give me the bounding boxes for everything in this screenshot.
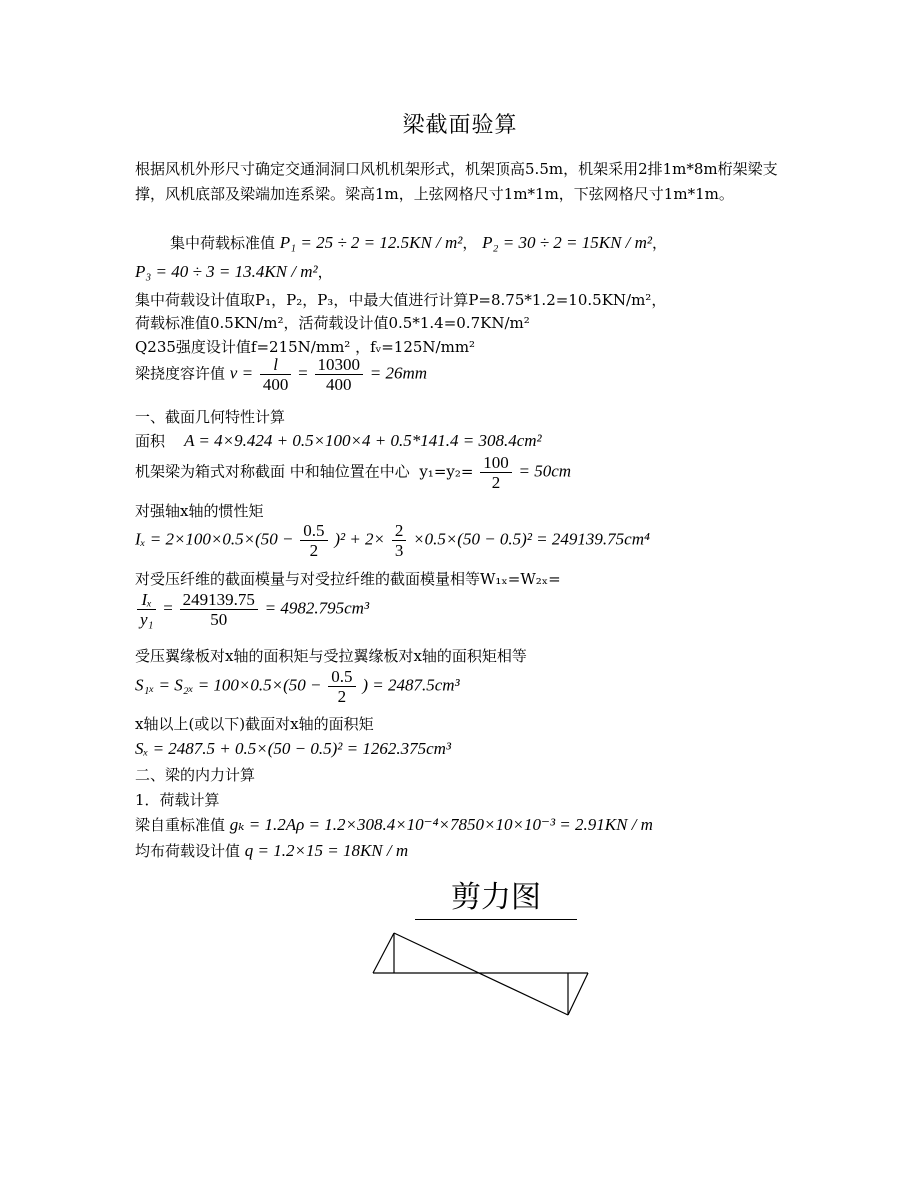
flange-fraction: $\frac{0.5}{2}$: [328, 667, 355, 706]
inertia-line: [135, 521, 650, 560]
section1-heading: 一、截面几何特性计算: [135, 408, 286, 426]
neutral-axis-text: 机架梁为箱式对称截面 中和轴位置在中心: [135, 462, 410, 481]
deflection-fraction-2: $\frac{10300}{400}$: [315, 355, 364, 394]
flange-part-a: S₁ₓ = S₂ₓ = 100×0.5×(50 −: [135, 675, 322, 695]
shear-force-diagram: [360, 925, 600, 1025]
distributed-load-expression: q = 1.2×15 = 18KN / m: [244, 841, 409, 860]
area-label: 面积: [135, 432, 166, 450]
p3-expression: P₃ = 40 ÷ 3 = 13.4KN / m²: [135, 262, 318, 281]
flange-line: [135, 667, 460, 706]
deflection-lhs: v =: [229, 363, 254, 383]
p1-expression: P₁ = 25 ÷ 2 = 12.5KN / m²: [279, 233, 463, 252]
modulus-label: 对受压纤维的截面模量与对受拉纤维的截面模量相等W₁ₓ=W₂ₓ=: [135, 570, 561, 588]
load-standard-line: 集中荷载标准值 P₁ = 25 ÷ 2 = 12.5KN / m²， P₂ = 30 ÷ 2 = 15KN / m²，: [170, 233, 668, 252]
inertia-fraction-2: $\frac{2}{3}$: [392, 521, 407, 560]
flange-part-b: ) = 2487.5cm³: [362, 675, 460, 695]
inertia-part-a: Iₓ = 2×100×0.5×(50 −: [135, 529, 294, 549]
neutral-axis-fraction: $\frac{100}{2}$: [480, 453, 512, 492]
deflection-rhs: = 26mm: [369, 363, 428, 383]
flange-label: 受压翼缘板对x轴的面积矩与受拉翼缘板对x轴的面积矩相等: [135, 647, 527, 665]
area-line: [135, 430, 542, 452]
design-load-line: 集中荷载设计值取P₁，P₂，P₃，中最大值进行计算P=8.75*1.2=10.5KN/m²，: [135, 291, 667, 309]
shear-diagram-title: 剪力图: [451, 880, 541, 915]
diagram-left-slope: [373, 933, 394, 973]
modulus-line: $\frac{\text{Iₓ}}{\text{y₁}}$ = $\frac{249139.75}{50}$ = 4982.795cm³: [135, 590, 369, 629]
self-weight-expression: gₖ = 1.2Aρ = 1.2×308.4×10⁻⁴×7850×10×10⁻³ = 2.91KN / m: [229, 815, 653, 834]
area-expression: A = 4×9.424 + 0.5×100×4 + 0.5*141.4 = 308.4cm²: [184, 431, 542, 450]
steel-strength-line: Q235强度设计值f=215N/mm² ，fᵥ=125N/mm²: [135, 338, 476, 356]
distributed-load-label: 均布荷载设计值: [135, 842, 241, 860]
page-title: 梁截面验算: [402, 113, 518, 138]
load-calc-subheading: 1．荷载计算: [135, 791, 220, 809]
load-standard-label: 集中荷载标准值: [170, 234, 276, 252]
shear-diagram-title-underline: [415, 919, 577, 920]
inertia-fraction-1: $\frac{0.5}{2}$: [300, 521, 327, 560]
deflection-fraction-1: $\frac{l}{400}$: [260, 355, 292, 394]
diagram-shear-line: [394, 933, 568, 1015]
sx-expression: Sₓ = 2487.5 + 0.5×(50 − 0.5)² = 1262.375cm³: [135, 739, 452, 758]
p2-expression: P₂ = 30 ÷ 2 = 15KN / m²: [482, 233, 653, 252]
modulus-fraction-2: $\frac{249139.75}{50}$: [180, 590, 258, 629]
live-load-line: 荷载标准值0.5KN/m²，活荷载设计值0.5*1.4=0.7KN/m²: [135, 314, 530, 332]
neutral-axis-y: y₁=y₂=: [419, 462, 474, 481]
diagram-right-slope: [568, 973, 588, 1015]
neutral-axis-line: [135, 453, 571, 492]
self-weight-line: [135, 814, 653, 836]
self-weight-label: 梁自重标准值: [135, 816, 226, 834]
inertia-label: 对强轴x轴的惯性矩: [135, 502, 264, 520]
neutral-axis-rhs: = 50cm: [518, 461, 572, 481]
sx-label: x轴以上(或以下)截面对x轴的面积矩: [135, 715, 374, 733]
inertia-part-b: )² + 2×: [334, 529, 386, 549]
section2-heading: 二、梁的内力计算: [135, 766, 256, 784]
modulus-fraction-1: $\frac{\text{Iₓ}}{\text{y₁}}$: [137, 590, 156, 629]
modulus-rhs: = 4982.795cm³: [264, 598, 370, 618]
sx-line: [135, 738, 451, 760]
inertia-part-c: ×0.5×(50 − 0.5)² = 249139.75cm⁴: [413, 529, 650, 549]
intro-paragraph: 根据风机外形尺寸确定交通洞洞口风机机架形式，机架顶高5.5m，机架采用2排1m*8m桁架梁支撑，风机底部及梁端加连系梁。梁高1m，上弦网格尺寸1m*1m，下弦网格尺寸1m*1m。: [135, 160, 778, 203]
deflection-label: 梁挠度容许值: [135, 364, 226, 383]
p3-line: P₃ = 40 ÷ 3 = 13.4KN / m²，: [135, 262, 333, 281]
deflection-line: 梁挠度容许值 v = $\frac{l}{400}$ = $\frac{10300}{400}$ = 26mm: [135, 355, 428, 394]
distributed-load-line: [135, 840, 408, 862]
